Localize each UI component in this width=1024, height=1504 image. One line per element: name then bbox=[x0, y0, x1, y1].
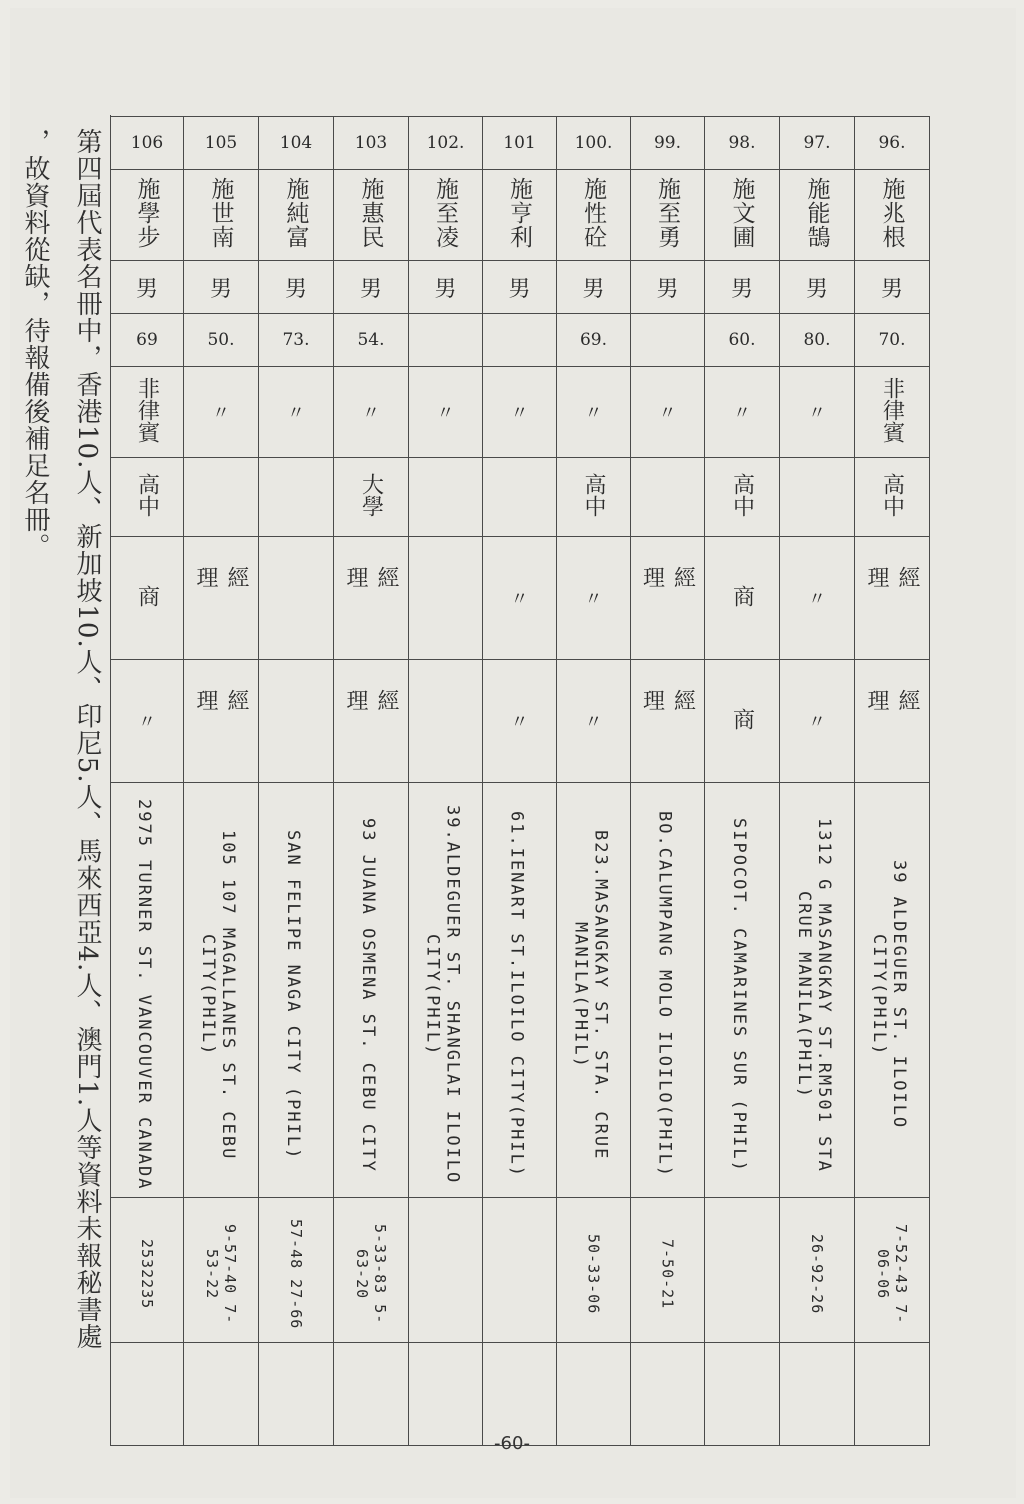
education-text: 高中 bbox=[134, 473, 160, 517]
address-text: 39 ALDEGUER ST. ILOILO CITY(PHIL) bbox=[869, 860, 909, 1130]
address-text: 39.ALDEGUER ST. SHANGLAI ILOILO CITY(PHIL) bbox=[422, 805, 463, 1185]
cell-position bbox=[631, 660, 705, 783]
cell-position bbox=[855, 660, 930, 783]
row-position bbox=[111, 660, 930, 783]
position-text: 經理 bbox=[193, 689, 249, 749]
cell-remarks bbox=[334, 1343, 409, 1446]
cell-education bbox=[483, 458, 557, 537]
cell-phone bbox=[111, 1198, 184, 1343]
cell-name bbox=[557, 170, 631, 261]
cell-number: 102. bbox=[409, 117, 483, 170]
cell-remarks bbox=[259, 1343, 334, 1446]
name-text: 施兆根 bbox=[878, 177, 905, 249]
cell-nationality: 〃 bbox=[184, 367, 259, 458]
address-text: 2975 TURNER ST. VANCOUVER CANADA bbox=[134, 799, 154, 1191]
cell-name bbox=[409, 170, 483, 261]
occupation-text: 商 bbox=[134, 585, 160, 607]
phone-text: 7-50-21 bbox=[658, 1238, 677, 1310]
cell-remarks bbox=[780, 1343, 855, 1446]
cell-name bbox=[184, 170, 259, 261]
occupation-text: 經理 bbox=[193, 566, 249, 626]
position-text: 經理 bbox=[343, 689, 399, 749]
page-number: -60- bbox=[494, 1433, 530, 1454]
occupation-text: 經理 bbox=[343, 566, 399, 626]
cell-education bbox=[855, 458, 930, 537]
roster-note-line-1: 第四屆代表名冊中，香港10.人、新加坡10.人、印尼5.人、馬來西亞4.人、澳門1.人等資料未報秘書處 bbox=[72, 128, 102, 1351]
cell-name bbox=[780, 170, 855, 261]
name-text: 施世南 bbox=[207, 177, 234, 249]
cell-nationality bbox=[111, 367, 184, 458]
cell-age: 69. bbox=[557, 314, 631, 367]
cell-number: 101 bbox=[483, 117, 557, 170]
nationality-text: 非律賓 bbox=[134, 377, 160, 443]
cell-address bbox=[557, 783, 631, 1198]
cell-phone bbox=[259, 1198, 334, 1343]
cell-sex: 男 bbox=[184, 261, 259, 314]
cell-position: 〃 bbox=[557, 660, 631, 783]
cell-age bbox=[483, 314, 557, 367]
cell-remarks bbox=[111, 1343, 184, 1446]
address-text: SAN FELIPE NAGA CITY (PHIL) bbox=[283, 829, 303, 1161]
cell-remarks bbox=[409, 1343, 483, 1446]
cell-name bbox=[259, 170, 334, 261]
cell-address bbox=[631, 783, 705, 1198]
address-text: B23.MASANGKAY ST. STA. CRUE MANILA(PHIL) bbox=[570, 829, 611, 1161]
cell-education bbox=[259, 458, 334, 537]
cell-address bbox=[705, 783, 780, 1198]
cell-age: 54. bbox=[334, 314, 409, 367]
cell-occupation bbox=[111, 537, 184, 660]
member-roster-table bbox=[110, 116, 930, 1446]
cell-phone bbox=[855, 1198, 930, 1343]
cell-address bbox=[780, 783, 855, 1198]
row-number bbox=[111, 117, 930, 170]
position-text: 經理 bbox=[864, 689, 920, 749]
education-text: 高中 bbox=[879, 473, 905, 517]
name-text: 施能鵠 bbox=[803, 177, 830, 249]
cell-phone bbox=[705, 1198, 780, 1343]
cell-occupation bbox=[631, 537, 705, 660]
cell-occupation: 〃 bbox=[780, 537, 855, 660]
cell-remarks bbox=[855, 1343, 930, 1446]
cell-name bbox=[483, 170, 557, 261]
cell-remarks bbox=[631, 1343, 705, 1446]
cell-address bbox=[409, 783, 483, 1198]
cell-age: 73. bbox=[259, 314, 334, 367]
cell-sex: 男 bbox=[855, 261, 930, 314]
cell-number: 106 bbox=[111, 117, 184, 170]
cell-occupation: 〃 bbox=[483, 537, 557, 660]
cell-age bbox=[409, 314, 483, 367]
cell-age: 69 bbox=[111, 314, 184, 367]
cell-education bbox=[705, 458, 780, 537]
cell-nationality: 〃 bbox=[334, 367, 409, 458]
cell-age: 70. bbox=[855, 314, 930, 367]
cell-address bbox=[111, 783, 184, 1198]
cell-education bbox=[184, 458, 259, 537]
position-text: 經理 bbox=[639, 689, 696, 749]
cell-remarks bbox=[705, 1343, 780, 1446]
cell-number: 98. bbox=[705, 117, 780, 170]
phone-text: 50-33-06 bbox=[584, 1233, 603, 1315]
name-text: 施惠民 bbox=[357, 177, 384, 249]
cell-position bbox=[184, 660, 259, 783]
name-text: 施純富 bbox=[282, 177, 309, 249]
cell-phone bbox=[334, 1198, 409, 1343]
cell-age: 80. bbox=[780, 314, 855, 367]
cell-phone bbox=[409, 1198, 483, 1343]
cell-nationality: 〃 bbox=[483, 367, 557, 458]
row-sex bbox=[111, 261, 930, 314]
cell-address bbox=[184, 783, 259, 1198]
row-remarks bbox=[111, 1343, 930, 1446]
cell-occupation bbox=[855, 537, 930, 660]
cell-age: 60. bbox=[705, 314, 780, 367]
cell-sex: 男 bbox=[259, 261, 334, 314]
phone-text: 26-92-26 bbox=[808, 1233, 826, 1315]
address-text: 61.IENART ST.ILOILO CITY(PHIL) bbox=[506, 811, 527, 1179]
cell-education bbox=[111, 458, 184, 537]
cell-position bbox=[409, 660, 483, 783]
cell-address bbox=[334, 783, 409, 1198]
occupation-text: 商 bbox=[729, 585, 755, 607]
cell-sex: 男 bbox=[780, 261, 855, 314]
cell-phone bbox=[557, 1198, 631, 1343]
cell-remarks bbox=[557, 1343, 631, 1446]
cell-education bbox=[780, 458, 855, 537]
cell-sex: 男 bbox=[557, 261, 631, 314]
cell-occupation bbox=[409, 537, 483, 660]
cell-sex: 男 bbox=[334, 261, 409, 314]
name-text: 施性砼 bbox=[580, 177, 606, 249]
position-text: 商 bbox=[729, 708, 755, 730]
cell-nationality: 〃 bbox=[557, 367, 631, 458]
cell-occupation: 〃 bbox=[557, 537, 631, 660]
cell-number: 100. bbox=[557, 117, 631, 170]
name-text: 施至勇 bbox=[654, 177, 680, 249]
cell-name bbox=[631, 170, 705, 261]
cell-occupation bbox=[184, 537, 259, 660]
phone-text: 57-48 27-66 bbox=[287, 1218, 305, 1330]
name-text: 施亨利 bbox=[506, 177, 532, 249]
row-name bbox=[111, 170, 930, 261]
cell-remarks bbox=[483, 1343, 557, 1446]
cell-education bbox=[557, 458, 631, 537]
cell-number: 105 bbox=[184, 117, 259, 170]
cell-number: 97. bbox=[780, 117, 855, 170]
cell-nationality: 〃 bbox=[259, 367, 334, 458]
education-text: 高中 bbox=[581, 473, 606, 517]
phone-text: 7-52-43 7-06-06 bbox=[874, 1223, 910, 1325]
cell-number: 99. bbox=[631, 117, 705, 170]
cell-address bbox=[855, 783, 930, 1198]
cell-sex: 男 bbox=[705, 261, 780, 314]
cell-sex: 男 bbox=[111, 261, 184, 314]
row-occupation bbox=[111, 537, 930, 660]
row-education bbox=[111, 458, 930, 537]
cell-sex: 男 bbox=[409, 261, 483, 314]
cell-nationality: 〃 bbox=[631, 367, 705, 458]
cell-number: 103 bbox=[334, 117, 409, 170]
cell-phone bbox=[483, 1198, 557, 1343]
cell-number: 96. bbox=[855, 117, 930, 170]
cell-phone bbox=[631, 1198, 705, 1343]
row-phone bbox=[111, 1198, 930, 1343]
name-text: 施至凌 bbox=[432, 177, 458, 249]
cell-occupation bbox=[705, 537, 780, 660]
cell-education bbox=[334, 458, 409, 537]
row-age bbox=[111, 314, 930, 367]
cell-phone bbox=[184, 1198, 259, 1343]
cell-occupation bbox=[334, 537, 409, 660]
name-text: 施文圃 bbox=[728, 177, 755, 249]
address-text: 93 JUANA OSMENA ST. CEBU CITY bbox=[358, 817, 378, 1173]
cell-age bbox=[631, 314, 705, 367]
address-text: 1312 G MASANGKAY ST.RM501 STA CRUE MANILA(PHIL) bbox=[794, 817, 834, 1173]
cell-sex: 男 bbox=[631, 261, 705, 314]
address-text: SIPOCOT. CAMARINES SUR (PHIL) bbox=[729, 817, 749, 1173]
cell-sex: 男 bbox=[483, 261, 557, 314]
cell-phone bbox=[780, 1198, 855, 1343]
roster-note-line-2: ，故資料從缺，待報備後補足名冊。 bbox=[20, 128, 50, 560]
cell-name bbox=[111, 170, 184, 261]
cell-nationality: 〃 bbox=[780, 367, 855, 458]
cell-position: 〃 bbox=[111, 660, 184, 783]
occupation-text: 經理 bbox=[864, 566, 920, 626]
cell-nationality bbox=[855, 367, 930, 458]
cell-position bbox=[334, 660, 409, 783]
education-text: 大學 bbox=[358, 473, 384, 517]
row-nationality bbox=[111, 367, 930, 458]
address-text: BO.CALUMPANG MOLO ILOILO(PHIL) bbox=[654, 811, 675, 1179]
cell-nationality: 〃 bbox=[409, 367, 483, 458]
cell-education bbox=[409, 458, 483, 537]
phone-text: 9-57-40 7-53-22 bbox=[203, 1223, 239, 1325]
education-text: 高中 bbox=[729, 473, 755, 517]
row-address bbox=[111, 783, 930, 1198]
occupation-text: 經理 bbox=[639, 566, 696, 626]
address-text: 105 107 MAGALLANES ST. CEBU CITY(PHIL) bbox=[198, 829, 238, 1161]
cell-occupation bbox=[259, 537, 334, 660]
cell-address bbox=[483, 783, 557, 1198]
cell-position bbox=[705, 660, 780, 783]
name-text: 施學步 bbox=[133, 177, 160, 249]
phone-text: 2532235 bbox=[138, 1238, 156, 1310]
cell-address bbox=[259, 783, 334, 1198]
nationality-text: 非律賓 bbox=[879, 377, 905, 443]
cell-age: 50. bbox=[184, 314, 259, 367]
cell-name bbox=[334, 170, 409, 261]
cell-number: 104 bbox=[259, 117, 334, 170]
cell-name bbox=[705, 170, 780, 261]
cell-position: 〃 bbox=[780, 660, 855, 783]
cell-position bbox=[259, 660, 334, 783]
cell-education bbox=[631, 458, 705, 537]
cell-nationality: 〃 bbox=[705, 367, 780, 458]
phone-text: 5-33-83 5-63-20 bbox=[353, 1223, 389, 1325]
cell-remarks bbox=[184, 1343, 259, 1446]
cell-position: 〃 bbox=[483, 660, 557, 783]
cell-name bbox=[855, 170, 930, 261]
